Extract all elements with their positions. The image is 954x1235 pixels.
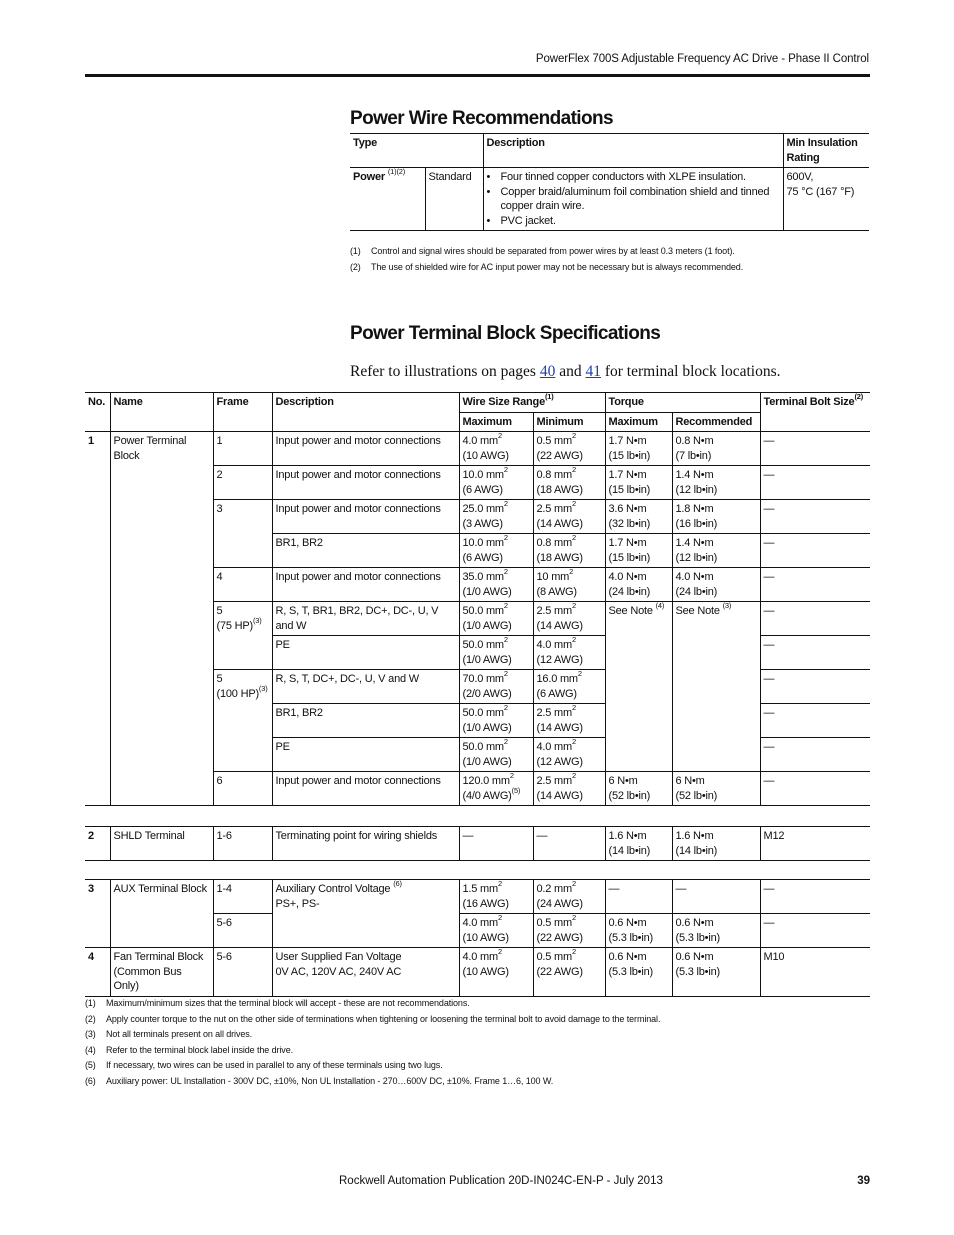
table-cell: 1.6 N•m (14 lb•in) xyxy=(672,827,760,861)
block-name: Power Terminal Block xyxy=(110,432,213,806)
table-cell: Fan Terminal Block (Common Bus Only) xyxy=(110,948,213,997)
terminal-table xyxy=(85,392,870,806)
table-cell: 0.2 $mm^2$ (24 AWG) xyxy=(533,880,605,914)
table-cell: — xyxy=(760,602,870,636)
page-link-41[interactable]: 41 xyxy=(585,363,601,380)
table-cell: User Supplied Fan Voltage 0V AC, 120V AC, 240V AC xyxy=(272,948,459,997)
table-cell: 50.0 $mm^2$ (1/0 AWG) xyxy=(459,738,533,772)
table-cell: — xyxy=(459,827,533,861)
table-cell: 4 xyxy=(85,948,110,997)
table-cell: See Note $^{(3)}$ xyxy=(672,602,760,772)
table-cell: 0.5 $mm^2$ (22 AWG) xyxy=(533,432,605,466)
table-cell: Input power and motor connections xyxy=(272,432,459,466)
table-cell: — xyxy=(760,704,870,738)
table-cell: 1.4 N•m (12 lb•in) xyxy=(672,534,760,568)
table-cell: AUX Terminal Block xyxy=(110,880,213,948)
table-cell: M10 xyxy=(760,948,870,997)
table-cell: Input power and motor connections xyxy=(272,772,459,806)
table-cell: — xyxy=(760,914,870,948)
table-cell: 10.0 $mm^2$ (6 AWG) xyxy=(459,466,533,500)
table-cell: 50.0 $mm^2$ (1/0 AWG) xyxy=(459,602,533,636)
table-cell: 10 $mm^2$ (8 AWG) xyxy=(533,568,605,602)
table-cell: 2 xyxy=(85,827,110,861)
table-cell: M12 xyxy=(760,827,870,861)
table-cell: 4.0 $mm^2$ (10 AWG) xyxy=(459,948,533,997)
footnote: (6) Auxiliary power: UL Installation - 300V DC, ±10%, Non UL Installation - 270…600V DC, ±10%. Frame 1…6, 100 W. xyxy=(85,1075,554,1086)
intro-text: Refer to illustrations on pages 40 and 41 for terminal block locations. xyxy=(350,363,781,380)
col-no: No. xyxy=(85,393,110,432)
footnote: (3) Not all terminals present on all drives. xyxy=(85,1029,253,1039)
table-cell: — xyxy=(760,534,870,568)
table-row xyxy=(85,948,870,997)
subtype-cell: Standard xyxy=(425,168,483,231)
table-cell: 0.8 $mm^2$ (18 AWG) xyxy=(533,534,605,568)
table-cell: PE xyxy=(272,738,459,772)
table-cell: R, S, T, BR1, BR2, DC+, DC-, U, V and W xyxy=(272,602,459,636)
publication-id: Rockwell Automation Publication 20D-IN024C-EN-P - July 2013 xyxy=(339,1175,663,1187)
table-cell: 50.0 $mm^2$ (1/0 AWG) xyxy=(459,636,533,670)
table-cell: — xyxy=(760,880,870,914)
table-cell: Terminating point for wiring shields xyxy=(272,827,459,861)
block-no: 1 xyxy=(85,432,110,806)
table-cell: 3 xyxy=(85,880,110,948)
table-cell: 0.8 N•m (7 lb•in) xyxy=(672,432,760,466)
table-cell: 0.6 N•m (5.3 lb•in) xyxy=(605,948,672,997)
table-row xyxy=(350,168,869,231)
table-cell: 1.8 N•m (16 lb•in) xyxy=(672,500,760,534)
table-cell: 2.5 $mm^2$ (14 AWG) xyxy=(533,602,605,636)
table-cell: 5-6 xyxy=(213,948,272,997)
table-cell: 6 N•m (52 lb•in) xyxy=(605,772,672,806)
table-cell: 4.0 N•m (24 lb•in) xyxy=(672,568,760,602)
table-cell: 0.6 N•m (5.3 lb•in) xyxy=(605,914,672,948)
table-row xyxy=(85,827,870,861)
table-cell: BR1, BR2 xyxy=(272,704,459,738)
col-insulation: Min Insulation Rating xyxy=(783,134,869,168)
aux-fan-terminal-table xyxy=(85,879,870,997)
footnote: (5) If necessary, two wires can be used in parallel to any of these terminals using two lugs. xyxy=(85,1060,443,1070)
table-cell: 120.0 $mm^2$ (4/0 AWG)$^{(5)}$ xyxy=(459,772,533,806)
header-rule xyxy=(85,74,870,77)
table-cell: 25.0 $mm^2$ (3 AWG) xyxy=(459,500,533,534)
shld-terminal-table xyxy=(85,826,870,861)
footnote: (4) Refer to the terminal block label inside the drive. xyxy=(85,1044,293,1055)
footnote: (2) The use of shielded wire for AC input power may not be necessary but is always recommended. xyxy=(350,261,744,272)
col-torque: Torque xyxy=(605,393,760,413)
table-cell: SHLD Terminal xyxy=(110,827,213,861)
table-cell: — xyxy=(672,880,760,914)
table-cell: — xyxy=(533,827,605,861)
table-cell: 16.0 $mm^2$ (6 AWG) xyxy=(533,670,605,704)
footnote: (2) Apply counter torque to the nut on the other side of terminations when tightening or loosening the terminal bolt to avoid damage to the terminal. xyxy=(85,1013,661,1024)
table-cell: BR1, BR2 xyxy=(272,534,459,568)
power-wire-table xyxy=(350,133,869,231)
table-cell: 1.7 N•m (15 lb•in) xyxy=(605,432,672,466)
table-cell: 4.0 $mm^2$ (12 AWG) xyxy=(533,738,605,772)
table-cell: 5 (75 HP)$^{(3)}$ xyxy=(213,602,272,670)
table-cell: 0.6 N•m (5.3 lb•in) xyxy=(672,948,760,997)
footnote: (1) Control and signal wires should be separated from power wires by at least 0.3 meters (1 foot). xyxy=(350,246,735,256)
table-cell: 10.0 $mm^2$ (6 AWG) xyxy=(459,534,533,568)
running-header: PowerFlex 700S Adjustable Frequency AC Drive - Phase II Control xyxy=(535,53,869,65)
col-bolt: Terminal Bolt Size$^{(2)}$ xyxy=(760,393,870,432)
col-name: Name xyxy=(110,393,213,432)
table-cell: — xyxy=(605,880,672,914)
col-frame: Frame xyxy=(213,393,272,432)
table-cell: 6 N•m (52 lb•in) xyxy=(672,772,760,806)
col-tmax: Maximum xyxy=(605,412,672,432)
table-cell: 4.0 $mm^2$ (10 AWG) xyxy=(459,432,533,466)
table-cell: 0.8 $mm^2$ (18 AWG) xyxy=(533,466,605,500)
table-cell: 1.7 N•m (15 lb•in) xyxy=(605,466,672,500)
table-cell: PE xyxy=(272,636,459,670)
table-cell: Input power and motor connections xyxy=(272,500,459,534)
table-cell: 2.5 $mm^2$ (14 AWG) xyxy=(533,704,605,738)
list-item: • PVC jacket. xyxy=(501,214,780,229)
table-cell: 1-4 xyxy=(213,880,272,914)
table-cell: Auxiliary Control Voltage $^{(6)}$ PS+, PS- xyxy=(272,880,459,948)
footnote-ref: (1)(2) xyxy=(387,167,406,177)
table-cell: 70.0 $mm^2$ (2/0 AWG) xyxy=(459,670,533,704)
table-cell: 5-6 xyxy=(213,914,272,948)
col-description: Description xyxy=(272,393,459,432)
table-cell: 1 xyxy=(213,432,272,466)
col-min: Minimum xyxy=(533,412,605,432)
table-cell: — xyxy=(760,670,870,704)
col-type: Type xyxy=(350,134,483,168)
table-cell: 3.6 N•m (32 lb•in) xyxy=(605,500,672,534)
table-cell xyxy=(350,168,425,231)
table-cell: 1.4 N•m (12 lb•in) xyxy=(672,466,760,500)
table-cell: 1.7 N•m (15 lb•in) xyxy=(605,534,672,568)
table-cell: Input power and motor connections xyxy=(272,568,459,602)
table-cell: 4 xyxy=(213,568,272,602)
table-cell: 2 xyxy=(213,466,272,500)
insulation-cell: 600V, 75 °C (167 °F) xyxy=(783,168,869,231)
table-cell: — xyxy=(760,738,870,772)
table-cell: 4.0 N•m (24 lb•in) xyxy=(605,568,672,602)
table-cell: 35.0 $mm^2$ (1/0 AWG) xyxy=(459,568,533,602)
table-cell: — xyxy=(760,568,870,602)
table-cell: 1-6 xyxy=(213,827,272,861)
table-row xyxy=(85,432,870,466)
footnote: (1) Maximum/minimum sizes that the terminal block will accept - these are not recommendations. xyxy=(85,998,470,1008)
table-row xyxy=(85,880,870,914)
table-cell: 3 xyxy=(213,500,272,568)
list-item: • Four tinned copper conductors with XLPE insulation. xyxy=(501,170,780,185)
table-cell: — xyxy=(760,500,870,534)
page-link-40[interactable]: 40 xyxy=(539,363,556,380)
power-terminal-title: Power Terminal Block Specifications xyxy=(350,323,661,344)
power-wire-footnotes xyxy=(350,244,743,275)
type-cell: Power xyxy=(353,171,386,183)
table-cell: 0.5 $mm^2$ (22 AWG) xyxy=(533,948,605,997)
table-cell: 2.5 $mm^2$ (14 AWG) xyxy=(533,500,605,534)
col-description: Description xyxy=(483,134,783,168)
table-cell: 2.5 $mm^2$ (14 AWG) xyxy=(533,772,605,806)
table-cell: See Note $^{(4)}$ xyxy=(605,602,672,772)
terminal-footnotes xyxy=(85,996,660,1089)
power-wire-title: Power Wire Recommendations xyxy=(350,108,613,129)
table-cell: 50.0 $mm^2$ (1/0 AWG) xyxy=(459,704,533,738)
table-cell: — xyxy=(760,636,870,670)
table-cell: — xyxy=(760,466,870,500)
table-cell: 0.6 N•m (5.3 lb•in) xyxy=(672,914,760,948)
col-trec: Recommended xyxy=(672,412,760,432)
table-cell: R, S, T, DC+, DC-, U, V and W xyxy=(272,670,459,704)
page-number: 39 xyxy=(857,1175,870,1187)
table-cell: 4.0 $mm^2$ (12 AWG) xyxy=(533,636,605,670)
table-cell: Input power and motor connections xyxy=(272,466,459,500)
table-cell: 5 (100 HP)$^{(3)}$ xyxy=(213,670,272,772)
table-cell: 6 xyxy=(213,772,272,806)
col-wire-size: Wire Size Range$^{(1)}$ xyxy=(459,393,605,413)
list-item: • Copper braid/aluminum foil combination shield and tinned copper drain wire. xyxy=(501,185,780,214)
table-cell: 4.0 $mm^2$ (10 AWG) xyxy=(459,914,533,948)
table-cell: 0.5 $mm^2$ (22 AWG) xyxy=(533,914,605,948)
table-cell: 1.5 $mm^2$ (16 AWG) xyxy=(459,880,533,914)
description-cell xyxy=(483,168,783,231)
table-cell: — xyxy=(760,432,870,466)
table-cell: — xyxy=(760,772,870,806)
col-max: Maximum xyxy=(459,412,533,432)
table-cell: 1.6 N•m (14 lb•in) xyxy=(605,827,672,861)
